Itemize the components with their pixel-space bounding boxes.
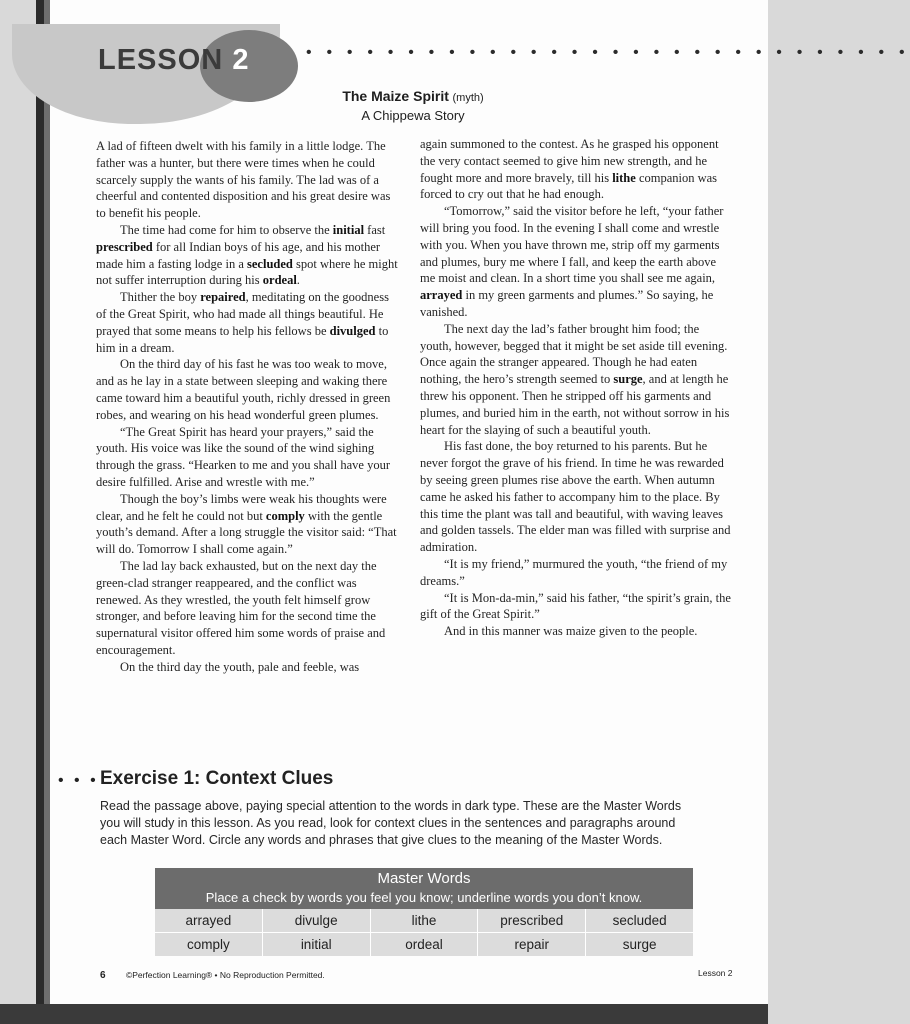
story-text: , and at length he threw his opponent. Then he stripped off his garments and plumes, and buried him in the earth, not without sorrow in his heart for the slaying of such a beautiful youth.	[420, 372, 730, 437]
master-word-cell: lithe	[371, 909, 478, 932]
story-text: “It is Mon-da-min,” said his father, “the spirit’s grain, the gift of the Great Spirit.”	[420, 590, 731, 622]
footer-left	[100, 970, 325, 981]
story-text: Though the boy’s limbs were weak his thoughts were clear, and he felt he could not but	[96, 491, 387, 523]
story-text: “Tomorrow,” said the visitor before he left, “your father will bring you food. In the evening I shall come and wrestle with you. When you have thrown me, strip off my garments and plumes, bury me where I fall, and keep the earth above me moist and clean. In a short time you shall see me again,	[420, 204, 724, 286]
master-word-bold: initial	[332, 222, 365, 237]
story-text: “It is my friend,” murmured the youth, “the friend of my dreams.”	[420, 556, 728, 588]
story-text: His fast done, the boy returned to his parents. But he never forgot the grave of his friend. In time he was rewarded by seeing green plumes rise above the earth. When autumn came he asked his father to accompany him to the place. By this time the plant was tall and beautiful, with waving leaves and golden tassels. The elder man was filled with surprise and admiration.	[420, 439, 731, 555]
master-words-subheading: Place a check by words you feel you know; underline words you don’t know.	[205, 890, 643, 905]
master-word-bold: surge	[613, 372, 643, 387]
master-word-cell: secluded	[586, 909, 693, 932]
master-words-grid	[155, 909, 693, 956]
master-words-heading: Master Words	[377, 870, 471, 887]
master-words-box	[155, 868, 693, 956]
story-text: fast	[364, 222, 386, 237]
story-text: companion was forced to cry out that he had enough.	[420, 170, 718, 202]
story-paragraph	[96, 222, 402, 289]
story-text: On the third day of his fast he was too weak to move, and as he lay in a state between sleeping and waking there came toward him a beautiful youth, richly dressed in green robes, and wearing on his head wonderful green plumes.	[96, 357, 391, 422]
story-text: again summoned to the contest. As he grasped his opponent the very contact seemed to give him new strength, and he fought more and more bravely, till his	[420, 137, 719, 185]
exercise-dots: • • •	[58, 772, 99, 789]
header-dot-rule: • • • • • • • • • • • • • • • • • • • • • • • • • • • • • •	[306, 44, 910, 61]
story-text: Thither the boy	[120, 290, 201, 305]
page-bottom-edge	[0, 1004, 768, 1024]
master-word-cell: divulge	[263, 909, 370, 932]
lesson-heading	[98, 44, 249, 77]
story-text: The next day the lad’s father brought him food; the youth, however, begged that it might be set aside till evening. Once again the stranger appeared. Though he had eaten nothing, the hero’s strength seemed to	[420, 321, 728, 387]
lesson-number: 2	[232, 44, 250, 76]
story-text: A lad of fifteen dwelt with his family in a little lodge. The father was a hunter, but there were times when he could scarcely supply the wants of his family. The lad was of a cheerful and contented disposition and his great desire was to benefit his people.	[96, 139, 391, 221]
master-word-bold: secluded	[247, 256, 293, 271]
story-paragraph	[96, 659, 402, 676]
master-word-bold: lithe	[612, 170, 636, 185]
exercise-title: Exercise 1: Context Clues	[100, 768, 334, 789]
master-word-bold: comply	[265, 508, 305, 523]
binding-edge	[36, 0, 44, 1012]
lesson-word: LESSON	[98, 44, 224, 76]
master-word-cell: initial	[263, 933, 370, 956]
exercise-instructions: Read the passage above, paying special attention to the words in dark type. These are the Master Words you will study in this lesson. As you read, look for context clues in the sentences and paragraphs around each Master Word. Circle any words and phrases that give clues to the meaning of the Master Words.	[100, 799, 682, 847]
story-genre: (myth)	[452, 92, 484, 104]
master-word-cell: prescribed	[478, 909, 585, 932]
story-text: spot where he might not suffer interruption during his	[96, 256, 398, 288]
story-text: , meditating on the goodness of the Great Spirit, who had made all things beautiful. He prayed that some means to help his fellows be	[96, 290, 389, 338]
story-text: with the gentle youth’s demand. After a long struggle the visitor said: “That will do. Tomorrow I shall come again.”	[96, 508, 397, 557]
story-text: to him in a dream.	[96, 323, 389, 355]
story-text: And in this manner was maize given to the people.	[444, 624, 698, 639]
story-text: for all Indian boys of his age, and his mother made him a fasting lodge in a	[96, 239, 381, 271]
story-title: The Maize Spirit	[342, 88, 449, 104]
story-paragraph	[96, 558, 402, 659]
story-paragraph	[96, 138, 402, 222]
story-paragraph	[96, 356, 402, 423]
story-paragraph	[420, 438, 732, 556]
copyright-notice: ©Perfection Learning® • No Reproduction Permitted.	[125, 970, 325, 980]
master-word-cell: surge	[586, 933, 693, 956]
master-word-cell: repair	[478, 933, 585, 956]
story-paragraph	[420, 590, 732, 624]
story-paragraph	[96, 289, 402, 356]
master-word-cell: ordeal	[371, 933, 478, 956]
story-paragraph	[420, 556, 732, 590]
story-heading	[308, 88, 518, 124]
story-paragraph	[420, 136, 732, 203]
binding-shadow	[44, 0, 50, 1012]
master-word-bold: divulged	[329, 323, 376, 338]
story-left-column	[96, 138, 402, 676]
story-text: On the third day the youth, pale and feeble, was	[120, 659, 360, 674]
master-words-header	[155, 868, 693, 909]
master-word-bold: arrayed	[420, 288, 463, 303]
story-text: The lad lay back exhausted, but on the next day the green-clad stranger reappeared, and the conflict was renewed. As they wrestled, the youth felt himself grow stronger, and before leaving him for the second time the supernatural visitor offered him some words of praise and encouragement.	[96, 558, 386, 657]
story-paragraph	[96, 424, 402, 491]
footer-lesson-label: Lesson 2	[698, 968, 733, 978]
master-word-cell: comply	[155, 933, 262, 956]
story-paragraph	[420, 623, 732, 640]
story-paragraph	[420, 321, 732, 439]
story-subtitle: A Chippewa Story	[361, 108, 465, 123]
story-text: .	[296, 273, 300, 288]
master-word-bold: repaired	[200, 290, 246, 305]
story-paragraph	[420, 203, 732, 321]
master-word-bold: prescribed	[96, 239, 153, 254]
story-right-column	[420, 136, 732, 640]
master-word-bold: ordeal	[262, 273, 297, 288]
page-number: 6	[100, 970, 106, 981]
story-text: in my green garments and plumes.” So saying, he vanished.	[420, 288, 714, 319]
story-text: “The Great Spirit has heard your prayers,” said the youth. His voice was like the sound of the wind sighing through the grass. “Hearken to me and you shall have your desire fulfilled. Arise and wrestle with me.”	[96, 424, 391, 489]
master-word-cell: arrayed	[155, 909, 262, 932]
story-paragraph	[96, 491, 402, 558]
story-text: The time had come for him to observe the	[120, 222, 333, 237]
